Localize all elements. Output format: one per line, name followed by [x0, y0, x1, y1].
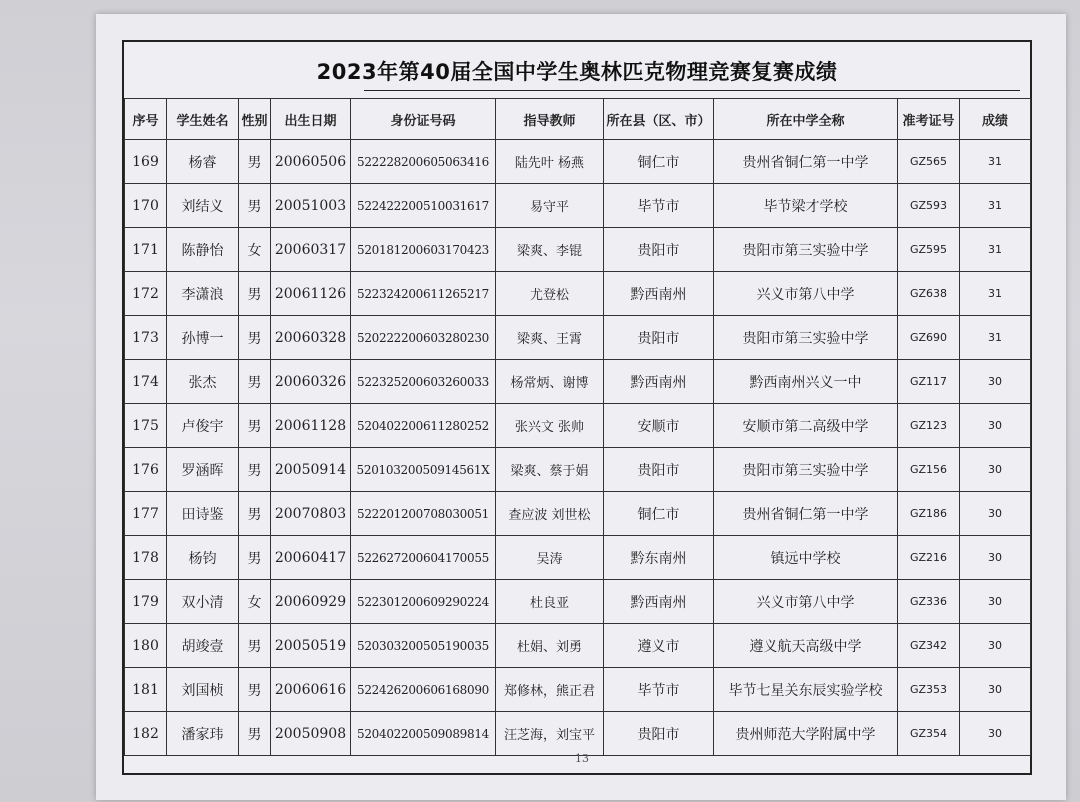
row-name: 杨睿 — [167, 140, 239, 184]
row-county: 遵义市 — [604, 624, 714, 668]
row-score: 31 — [960, 272, 1031, 316]
row-id: 52010320050914561X — [351, 448, 496, 492]
row-gender: 男 — [239, 316, 271, 360]
row-teacher: 尤登松 — [496, 272, 604, 316]
row-school: 毕节七星关东辰实验学校 — [714, 668, 898, 712]
row-score: 31 — [960, 228, 1031, 272]
row-score: 30 — [960, 536, 1031, 580]
row-county: 黔西南州 — [604, 360, 714, 404]
row-name: 卢俊宇 — [167, 404, 239, 448]
table-row — [125, 712, 1031, 756]
row-id: 522301200609290224 — [351, 580, 496, 624]
row-birth: 20051003 — [271, 184, 351, 228]
header-birth: 出生日期 — [271, 99, 351, 140]
row-exam: GZ216 — [898, 536, 960, 580]
row-school: 贵阳市第三实验中学 — [714, 448, 898, 492]
row-county: 安顺市 — [604, 404, 714, 448]
row-gender: 男 — [239, 140, 271, 184]
row-id: 522426200606168090 — [351, 668, 496, 712]
row-exam: GZ690 — [898, 316, 960, 360]
row-county: 贵阳市 — [604, 228, 714, 272]
row-birth: 20060417 — [271, 536, 351, 580]
row-exam: GZ593 — [898, 184, 960, 228]
row-gender: 女 — [239, 580, 271, 624]
row-score: 30 — [960, 668, 1031, 712]
row-no: 177 — [125, 492, 167, 536]
row-county: 黔西南州 — [604, 272, 714, 316]
row-exam: GZ638 — [898, 272, 960, 316]
row-school: 贵阳市第三实验中学 — [714, 316, 898, 360]
row-name: 陈静怡 — [167, 228, 239, 272]
row-teacher: 梁爽、王霄 — [496, 316, 604, 360]
table-row — [125, 140, 1031, 184]
row-gender: 男 — [239, 712, 271, 756]
row-name: 田诗鉴 — [167, 492, 239, 536]
header-exam: 准考证号 — [898, 99, 960, 140]
row-school: 兴义市第八中学 — [714, 580, 898, 624]
row-county: 贵阳市 — [604, 712, 714, 756]
row-school: 兴义市第八中学 — [714, 272, 898, 316]
row-no: 176 — [125, 448, 167, 492]
row-birth: 20050519 — [271, 624, 351, 668]
row-exam: GZ156 — [898, 448, 960, 492]
score-document — [122, 40, 1032, 775]
row-gender: 男 — [239, 360, 271, 404]
row-no: 171 — [125, 228, 167, 272]
title-underline — [364, 90, 1020, 91]
row-teacher: 易守平 — [496, 184, 604, 228]
row-teacher: 杜良亚 — [496, 580, 604, 624]
table-row — [125, 580, 1031, 624]
row-name: 刘结义 — [167, 184, 239, 228]
row-school: 贵州师范大学附属中学 — [714, 712, 898, 756]
row-score: 30 — [960, 580, 1031, 624]
row-name: 刘国桢 — [167, 668, 239, 712]
row-exam: GZ117 — [898, 360, 960, 404]
row-gender: 男 — [239, 272, 271, 316]
row-gender: 男 — [239, 624, 271, 668]
row-birth: 20061126 — [271, 272, 351, 316]
row-exam: GZ123 — [898, 404, 960, 448]
row-no: 173 — [125, 316, 167, 360]
table-row — [125, 624, 1031, 668]
row-teacher: 郑修林，熊正君 — [496, 668, 604, 712]
table-row — [125, 316, 1031, 360]
row-birth: 20060317 — [271, 228, 351, 272]
row-exam: GZ342 — [898, 624, 960, 668]
row-birth: 20060326 — [271, 360, 351, 404]
row-teacher: 张兴文 张帅 — [496, 404, 604, 448]
row-birth: 20070803 — [271, 492, 351, 536]
header-county: 所在县（区、市） — [604, 99, 714, 140]
row-score: 31 — [960, 140, 1031, 184]
row-no: 180 — [125, 624, 167, 668]
row-name: 杨钧 — [167, 536, 239, 580]
header-school: 所在中学全称 — [714, 99, 898, 140]
row-name: 潘家玮 — [167, 712, 239, 756]
row-no: 174 — [125, 360, 167, 404]
row-no: 181 — [125, 668, 167, 712]
row-exam: GZ353 — [898, 668, 960, 712]
row-birth: 20060616 — [271, 668, 351, 712]
row-score: 30 — [960, 404, 1031, 448]
row-no: 169 — [125, 140, 167, 184]
row-score: 30 — [960, 712, 1031, 756]
header-id: 身份证号码 — [351, 99, 496, 140]
row-id: 520402200611280252 — [351, 404, 496, 448]
row-no: 178 — [125, 536, 167, 580]
row-score: 30 — [960, 492, 1031, 536]
score-table — [124, 98, 1031, 756]
row-gender: 男 — [239, 492, 271, 536]
row-teacher: 吴涛 — [496, 536, 604, 580]
row-exam: GZ186 — [898, 492, 960, 536]
row-school: 安顺市第二高级中学 — [714, 404, 898, 448]
row-county: 毕节市 — [604, 184, 714, 228]
row-name: 罗涵晖 — [167, 448, 239, 492]
row-school: 毕节梁才学校 — [714, 184, 898, 228]
row-id: 520222200603280230 — [351, 316, 496, 360]
header-name: 学生姓名 — [167, 99, 239, 140]
row-school: 贵州省铜仁第一中学 — [714, 140, 898, 184]
row-birth: 20060929 — [271, 580, 351, 624]
row-county: 毕节市 — [604, 668, 714, 712]
row-county: 铜仁市 — [604, 140, 714, 184]
row-county: 黔西南州 — [604, 580, 714, 624]
row-school: 黔西南州兴义一中 — [714, 360, 898, 404]
table-header-row — [125, 99, 1031, 140]
row-birth: 20061128 — [271, 404, 351, 448]
table-row — [125, 272, 1031, 316]
row-no: 182 — [125, 712, 167, 756]
row-teacher: 查应波 刘世松 — [496, 492, 604, 536]
row-gender: 女 — [239, 228, 271, 272]
row-gender: 男 — [239, 668, 271, 712]
row-id: 522201200708030051 — [351, 492, 496, 536]
row-name: 胡竣壹 — [167, 624, 239, 668]
row-exam: GZ565 — [898, 140, 960, 184]
row-exam: GZ336 — [898, 580, 960, 624]
row-id: 522627200604170055 — [351, 536, 496, 580]
table-row — [125, 228, 1031, 272]
row-school: 贵州省铜仁第一中学 — [714, 492, 898, 536]
row-teacher: 梁爽、李锟 — [496, 228, 604, 272]
page-number: 13 — [575, 752, 589, 765]
row-name: 孙博一 — [167, 316, 239, 360]
row-birth: 20050914 — [271, 448, 351, 492]
row-name: 李潇浪 — [167, 272, 239, 316]
row-exam: GZ354 — [898, 712, 960, 756]
row-teacher: 梁爽、蔡于娟 — [496, 448, 604, 492]
row-id: 522324200611265217 — [351, 272, 496, 316]
row-no: 170 — [125, 184, 167, 228]
row-county: 黔东南州 — [604, 536, 714, 580]
row-id: 520181200603170423 — [351, 228, 496, 272]
row-birth: 20060328 — [271, 316, 351, 360]
row-no: 179 — [125, 580, 167, 624]
row-gender: 男 — [239, 536, 271, 580]
row-id: 522325200603260033 — [351, 360, 496, 404]
row-birth: 20060506 — [271, 140, 351, 184]
row-name: 张杰 — [167, 360, 239, 404]
header-no: 序号 — [125, 99, 167, 140]
table-row — [125, 492, 1031, 536]
row-gender: 男 — [239, 448, 271, 492]
header-score: 成绩 — [960, 99, 1031, 140]
row-score: 30 — [960, 624, 1031, 668]
row-score: 30 — [960, 360, 1031, 404]
row-birth: 20050908 — [271, 712, 351, 756]
document-title: 2023年第40届全国中学生奥林匹克物理竞赛复赛成绩 — [316, 60, 838, 84]
row-gender: 男 — [239, 184, 271, 228]
row-county: 贵阳市 — [604, 448, 714, 492]
header-gender: 性别 — [239, 99, 271, 140]
row-school: 贵阳市第三实验中学 — [714, 228, 898, 272]
row-id: 520303200505190035 — [351, 624, 496, 668]
row-name: 双小清 — [167, 580, 239, 624]
row-teacher: 杜娟、刘勇 — [496, 624, 604, 668]
row-no: 172 — [125, 272, 167, 316]
table-row — [125, 536, 1031, 580]
table-body — [125, 140, 1031, 756]
row-score: 31 — [960, 316, 1031, 360]
row-school: 遵义航天高级中学 — [714, 624, 898, 668]
row-no: 175 — [125, 404, 167, 448]
table-row — [125, 184, 1031, 228]
row-teacher: 陆先叶 杨燕 — [496, 140, 604, 184]
row-id: 522228200605063416 — [351, 140, 496, 184]
row-exam: GZ595 — [898, 228, 960, 272]
row-gender: 男 — [239, 404, 271, 448]
row-id: 522422200510031617 — [351, 184, 496, 228]
row-teacher: 汪芝海，刘宝平 — [496, 712, 604, 756]
table-row — [125, 668, 1031, 712]
table-row — [125, 448, 1031, 492]
row-county: 铜仁市 — [604, 492, 714, 536]
row-score: 30 — [960, 448, 1031, 492]
row-county: 贵阳市 — [604, 316, 714, 360]
table-row — [125, 360, 1031, 404]
row-score: 31 — [960, 184, 1031, 228]
row-school: 镇远中学校 — [714, 536, 898, 580]
row-teacher: 杨常炳、谢博 — [496, 360, 604, 404]
table-row — [125, 404, 1031, 448]
row-id: 520402200509089814 — [351, 712, 496, 756]
header-teacher: 指导教师 — [496, 99, 604, 140]
